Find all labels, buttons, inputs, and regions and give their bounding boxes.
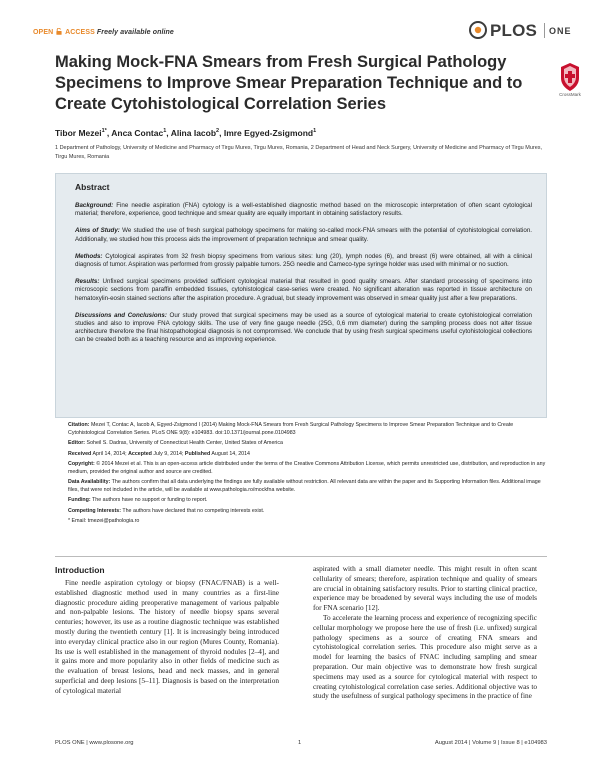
meta-text: The authors have declared that no competing interests exist. (120, 507, 265, 514)
author-affil-sup: 1* (101, 128, 107, 135)
citation (68, 422, 546, 437)
access-label: ACCESS (65, 29, 95, 36)
meta-label: Competing Interests: (68, 507, 121, 514)
section-text: We studied the use of fresh surgical pathology specimens for making so-called mock-FNA smears with the potential of cytohistological correlation. Additionally, we studied how this process aids the improvement of preparation technique and smear quality. (75, 227, 532, 243)
author-name: Anca Contac (111, 128, 164, 138)
meta-text: The authors confirm that all data underlying the findings are fully available without restriction. All relevant data are within the paper and its Supporting Information files. Additional image files, that were not included in the article, will be available at www.pathologia.ro/mockfna website. (68, 479, 541, 493)
meta-label: Funding: (68, 497, 91, 503)
data-availability (68, 479, 546, 494)
abstract-conclusions (75, 312, 532, 345)
meta-text: April 14, 2014; (91, 450, 129, 457)
email-text: * Email: tmezei@pathologia.ro (68, 518, 140, 524)
introduction-heading: Introduction (55, 565, 105, 575)
meta-label: Published (184, 450, 211, 457)
intro-paragraph-cont: aspirated with a small diameter needle. This might result in often scant cellularity of smears; therefore, aspiration technique and quality of smears are crucial in obtaining satisfactory results. Prior to starting clinical practice, experience may be broadened by several ways including the use of models for FNA scenario [12]. (313, 564, 537, 613)
author-name: Alina Iacob (170, 128, 217, 138)
footer-issue: August 2014 | Volume 9 | Issue 8 | e104983 (434, 740, 547, 746)
meta-text: August 14, 2014 (210, 450, 250, 457)
section-text: Our study proved that surgical specimens may be used as a source of cytological material to create cytohistological correlation studies and also to improve FNA cytology skills. The use of very fine gauge needle (25G, 0,6 mm diameter) during the sampling process does not alter tissue architecture therefore the final histopathological diagnosis is not compromised. We conclude that by using fresh surgical specimens useful cytohistological collections can be created both as a teaching resource and as improving experience. (75, 311, 532, 344)
plos-one-logo[interactable] (469, 20, 579, 42)
meta-text: © 2014 Mezei et al. This is an open-access article distributed under the terms of the Creative Commons Attribution License, which permits unrestricted use, distribution, and reproduction in any medium, provided the original author and source are credited. (68, 461, 546, 475)
author-list: Tibor Mezei$^{1*}$, Anca Contac$^1$, Alina Iacob$^2$, Imre Egyed-Zsigmond$^1$ (55, 128, 317, 138)
editor (68, 440, 546, 448)
footer-page-number: 1 (298, 740, 302, 746)
section-text: Unfixed surgical specimens provided sufficient cytological material that resulted in good quality smears. After standard processing of specimens into microscopic sections from paraffin embedded tissues, cytohistological case-series were created. No significant alteration was reported in tissue architecture on hematoxylin-eosin stained sections after the aspiration procedure. A gradual, but steady improvement was observed in smear quality just after a few preparations. (75, 278, 532, 302)
footer-journal[interactable]: PLOS ONE | www.plosone.org (55, 740, 134, 746)
author-affil-sup: 2 (216, 128, 220, 135)
journal-sub: ONE (549, 26, 572, 36)
abstract-aims (75, 227, 532, 243)
meta-label: Accepted (128, 450, 152, 457)
journal-name: PLOS (490, 21, 538, 40)
meta-text: Soheil S. Dadras, University of Connecticut Health Center, United States of America (85, 440, 283, 446)
intro-paragraph: To accelerate the learning process and experience of recognizing specific cellular morphology we propose here the use of fresh (i.e. unfixed) surgical pathology specimens as a source of creating FNA smears and cytohistological correlation series. This procedure also might serve as a model for learning the basics of FNAC including sampling and smear preparation. Our main objective was to demonstrate how fresh surgical specimens may used as a source for cytological material with respect to creating cytohistological correlation case series. Additional objective was to study the usefulness of surgical pathology specimens in the practice of fine (313, 612, 537, 701)
meta-label: Copyright: (68, 461, 95, 467)
author-name: Imre Egyed-Zsigmond (223, 128, 314, 138)
meta-label: Editor: (68, 440, 86, 446)
abstract-background (75, 202, 532, 218)
section-text: Cytological aspirates from 32 fresh biopsy specimens from various sites: lung (20), lymph nodes (6), and breast (6) were obtained, all with a clinical diagnosis of tumor. Aspiration was performed from grossly palpable tumors. 25G needle and Cameco-type syringe holder was used with minimal or no suction. (75, 252, 532, 269)
funding (68, 497, 546, 505)
meta-text: July 9, 2014; (151, 450, 185, 457)
logo-separator (544, 23, 545, 38)
meta-text: Mezei T, Contac A, Iacob A, Egyed-Zsigmond I (2014) Making Mock-FNA Smears from Fresh Surgical Pathology Specimens to Improve Smear Preparation Technique and to Create Cytohistological Correlation Series. PLoS ONE 9(8): e104983. doi:10.1371/journal.pone.0104983 (68, 422, 514, 436)
crossmark-label: CrossMark (559, 92, 581, 97)
crossmark-badge[interactable] (557, 62, 583, 102)
abstract-box (55, 173, 547, 418)
abstract-methods (75, 253, 532, 269)
copyright (68, 461, 546, 476)
email (68, 518, 546, 526)
affiliations: 1 Department of Pathology, University of Medicine and Pharmacy of Tirgu Mures, Tirgu Mures, Romania, 2 Department of Head and Neck Surgery, University of Medicine and Pharmacy of Tirgu Mures, Tirgu Mures, Romania (55, 145, 543, 160)
meta-label: Data Availability: (68, 479, 111, 485)
section-label: Background: (75, 202, 114, 209)
author-affil-sup: 1 (163, 128, 167, 135)
open-access-banner (33, 28, 174, 36)
section-label: Discussions and Conclusions: (75, 311, 167, 319)
intro-paragraph: Fine needle aspiration cytology or biopsy (FNAC/FNAB) is a well-established diagnostic method used in many countries as a first-line diagnostic procedure aiding preoperative management of various palpable and non-palpable lesions. The history of needle biopsy spans several centuries; however, its use as a routine diagnostic technique was established mostly during the twentieth century [1]. It is increasingly being introduced into everyday clinical practice also in our region (Mures County, Romania). Its use is well established in the management of thyroid nodules [2–4], and it gains more and more popularity also in other fields of medicine such as the evaluation of breast lesions, head and neck masses, and in general superficial and deep lesions [5–11]. Diagnosis is based on the interpretation of cytological material (55, 578, 279, 695)
competing-interests (68, 508, 546, 516)
intro-left-column (55, 578, 279, 696)
dates (68, 451, 546, 459)
meta-label: Citation: (68, 422, 90, 428)
section-text: Fine needle aspiration (FNA) cytology is a well-established diagnostic method based on the microscopic interpretation of often scant cytological material; therefore, experience, good technique and smear quality are equally important in obtaining satisfactory results. (75, 202, 532, 218)
crossmark-icon (557, 62, 583, 92)
author-affil-sup: 1 (313, 128, 317, 135)
abstract-results (75, 278, 532, 303)
section-divider (55, 556, 547, 557)
abstract-heading: Abstract (75, 182, 110, 192)
author-name: Tibor Mezei (55, 128, 102, 138)
section-label: Aims of Study: (75, 227, 120, 235)
open-lock-icon (56, 28, 62, 35)
plos-logo-icon (469, 21, 487, 39)
freely-available-label: Freely available online (96, 29, 174, 36)
section-label: Results: (75, 278, 100, 286)
open-label: OPEN (33, 29, 54, 36)
article-metadata (68, 422, 546, 529)
section-label: Methods: (75, 252, 103, 260)
meta-text: The authors have no support or funding to report. (90, 497, 208, 503)
intro-right-column (313, 564, 537, 701)
article-title: Making Mock-FNA Smears from Fresh Surgical Pathology Specimens to Improve Smear Preparation Technique and to Create Cytohistological Correlation Series (55, 53, 523, 113)
meta-label: Received (68, 450, 92, 457)
